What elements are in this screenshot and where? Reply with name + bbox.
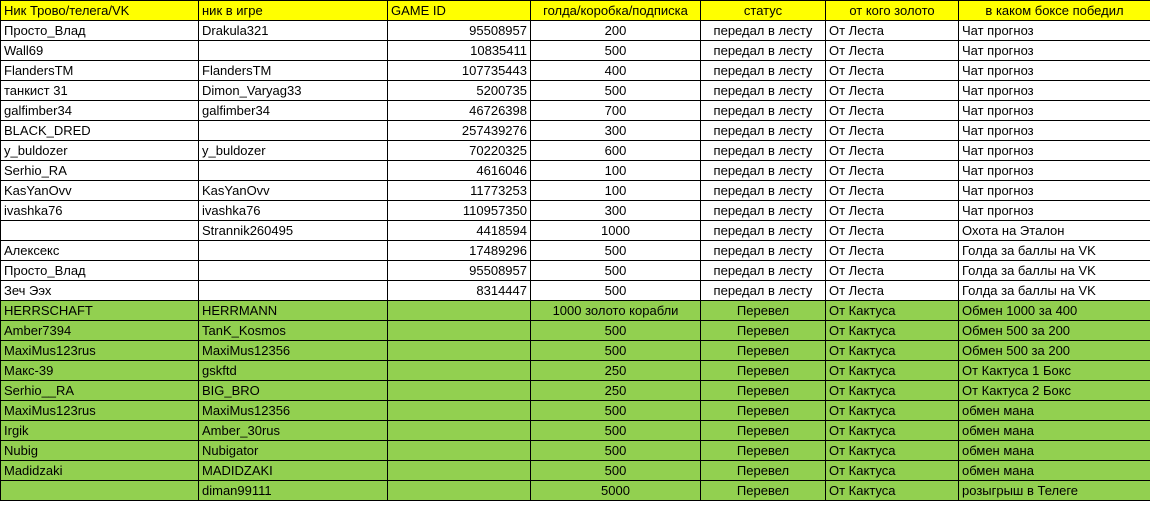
cell-nick[interactable]: MaxiMus12356 (199, 401, 388, 421)
cell-from[interactable]: От Леста (826, 161, 959, 181)
cell-trovo[interactable]: MaxiMus123rus (1, 341, 199, 361)
cell-box[interactable]: Чат прогноз (959, 41, 1150, 61)
cell-box[interactable]: Чат прогноз (959, 181, 1150, 201)
cell-from[interactable]: От Леста (826, 61, 959, 81)
table-row (1, 61, 1150, 81)
cell-trovo[interactable]: Serhio_RA (1, 161, 199, 181)
cell-status[interactable]: передал в лесту (701, 121, 826, 141)
cell-game-id[interactable]: 46726398 (388, 101, 531, 121)
table-row (1, 361, 1150, 381)
cell-status[interactable]: передал в лесту (701, 201, 826, 221)
cell-nick[interactable]: Strannik260495 (199, 221, 388, 241)
cell-box[interactable]: Чат прогноз (959, 101, 1150, 121)
cell-from[interactable]: От Леста (826, 101, 959, 121)
cell-from[interactable]: От Кактуса (826, 401, 959, 421)
cell-box[interactable]: Обмен 500 за 200 (959, 321, 1150, 341)
cell-game-id[interactable]: 107735443 (388, 61, 531, 81)
table-row (1, 181, 1150, 201)
cell-from[interactable]: От Кактуса (826, 301, 959, 321)
cell-from[interactable]: От Леста (826, 41, 959, 61)
cell-gold[interactable]: 500 (531, 461, 701, 481)
cell-box[interactable]: Охота на Эталон (959, 221, 1150, 241)
cell-from[interactable]: От Кактуса (826, 341, 959, 361)
cell-status[interactable]: передал в лесту (701, 241, 826, 261)
table-row (1, 341, 1150, 361)
table-row (1, 241, 1150, 261)
cell-from[interactable]: От Леста (826, 241, 959, 261)
table-row (1, 381, 1150, 401)
cell-game-id[interactable]: 17489296 (388, 241, 531, 261)
cell-status[interactable]: Перевел (701, 481, 826, 501)
cell-game-id[interactable]: 4616046 (388, 161, 531, 181)
cell-game-id[interactable] (388, 381, 531, 401)
table-row (1, 281, 1150, 301)
cell-gold[interactable]: 250 (531, 381, 701, 401)
cell-gold[interactable]: 250 (531, 361, 701, 381)
cell-from[interactable]: От Леста (826, 221, 959, 241)
table-row (1, 441, 1150, 461)
cell-trovo[interactable]: танкист 31 (1, 81, 199, 101)
cell-game-id[interactable]: 10835411 (388, 41, 531, 61)
cell-gold[interactable]: 500 (531, 421, 701, 441)
cell-status[interactable]: Перевел (701, 381, 826, 401)
cell-game-id[interactable]: 11773253 (388, 181, 531, 201)
cell-nick[interactable]: FlandersTM (199, 61, 388, 81)
cell-gold[interactable]: 500 (531, 261, 701, 281)
cell-from[interactable]: От Леста (826, 21, 959, 41)
cell-nick[interactable]: Amber_30rus (199, 421, 388, 441)
cell-nick[interactable] (199, 281, 388, 301)
cell-trovo[interactable]: Макс-39 (1, 361, 199, 381)
cell-status[interactable]: передал в лесту (701, 141, 826, 161)
cell-trovo[interactable]: HERRSCHAFT (1, 301, 199, 321)
table-row (1, 321, 1150, 341)
cell-nick[interactable]: MADIDZAKI (199, 461, 388, 481)
header-status[interactable]: статус (701, 1, 826, 21)
cell-box[interactable]: Голда за баллы на VK (959, 241, 1150, 261)
cell-gold[interactable]: 500 (531, 81, 701, 101)
cell-box[interactable]: Чат прогноз (959, 141, 1150, 161)
cell-box[interactable]: розыгрыш в Телеге (959, 481, 1150, 501)
cell-trovo[interactable]: Madidzaki (1, 461, 199, 481)
cell-status[interactable]: Перевел (701, 301, 826, 321)
cell-gold[interactable]: 300 (531, 201, 701, 221)
cell-status[interactable]: передал в лесту (701, 261, 826, 281)
cell-trovo[interactable]: galfimber34 (1, 101, 199, 121)
header-box[interactable]: в каком боксе победил (959, 1, 1150, 21)
cell-from[interactable]: От Леста (826, 201, 959, 221)
cell-from[interactable]: От Кактуса (826, 381, 959, 401)
cell-nick[interactable]: Drakula321 (199, 21, 388, 41)
cell-gold[interactable]: 600 (531, 141, 701, 161)
cell-trovo[interactable]: KasYanOvv (1, 181, 199, 201)
table-row (1, 21, 1150, 41)
cell-status[interactable]: Перевел (701, 421, 826, 441)
cell-trovo[interactable]: y_buldozer (1, 141, 199, 161)
cell-game-id[interactable]: 95508957 (388, 261, 531, 281)
cell-nick[interactable]: MaxiMus12356 (199, 341, 388, 361)
cell-box[interactable]: От Кактуса 2 Бокс (959, 381, 1150, 401)
cell-status[interactable]: передал в лесту (701, 181, 826, 201)
cell-trovo[interactable]: ivashka76 (1, 201, 199, 221)
cell-from[interactable]: От Кактуса (826, 461, 959, 481)
header-nick[interactable]: ник в игре (199, 1, 388, 21)
cell-game-id[interactable]: 4418594 (388, 221, 531, 241)
cell-status[interactable]: передал в лесту (701, 281, 826, 301)
cell-nick[interactable]: TanK_Kosmos (199, 321, 388, 341)
cell-trovo[interactable] (1, 221, 199, 241)
cell-nick[interactable] (199, 161, 388, 181)
header-gold[interactable]: голда/коробка/подписка (531, 1, 701, 21)
cell-box[interactable]: От Кактуса 1 Бокс (959, 361, 1150, 381)
cell-box[interactable]: Чат прогноз (959, 61, 1150, 81)
cell-from[interactable]: От Леста (826, 141, 959, 161)
cell-gold[interactable]: 500 (531, 281, 701, 301)
table-row (1, 141, 1150, 161)
cell-status[interactable]: передал в лесту (701, 161, 826, 181)
cell-gold[interactable]: 100 (531, 181, 701, 201)
table-row (1, 221, 1150, 241)
cell-nick[interactable]: KasYanOvv (199, 181, 388, 201)
cell-trovo[interactable] (1, 481, 199, 501)
table-row (1, 121, 1150, 141)
cell-gold[interactable]: 500 (531, 341, 701, 361)
cell-nick[interactable]: BIG_BRO (199, 381, 388, 401)
cell-box[interactable]: Чат прогноз (959, 21, 1150, 41)
cell-box[interactable]: Обмен 1000 за 400 (959, 301, 1150, 321)
table-row (1, 421, 1150, 441)
cell-gold[interactable]: 500 (531, 401, 701, 421)
cell-gold[interactable]: 500 (531, 321, 701, 341)
cell-game-id[interactable]: 95508957 (388, 21, 531, 41)
cell-gold[interactable]: 300 (531, 121, 701, 141)
table-row (1, 461, 1150, 481)
cell-status[interactable]: Перевел (701, 441, 826, 461)
cell-gold[interactable]: 400 (531, 61, 701, 81)
cell-from[interactable]: От Леста (826, 81, 959, 101)
cell-nick[interactable]: y_buldozer (199, 141, 388, 161)
cell-nick[interactable]: Dimon_Varyag33 (199, 81, 388, 101)
cell-trovo[interactable]: Irgik (1, 421, 199, 441)
cell-box[interactable]: Чат прогноз (959, 81, 1150, 101)
cell-trovo[interactable]: Serhio__RA (1, 381, 199, 401)
cell-status[interactable]: передал в лесту (701, 41, 826, 61)
cell-status[interactable]: передал в лесту (701, 81, 826, 101)
cell-status[interactable]: Перевел (701, 361, 826, 381)
cell-gold[interactable]: 1000 (531, 221, 701, 241)
cell-from[interactable]: От Кактуса (826, 361, 959, 381)
cell-box[interactable]: Голда за баллы на VK (959, 281, 1150, 301)
cell-game-id[interactable] (388, 481, 531, 501)
cell-from[interactable]: От Леста (826, 281, 959, 301)
cell-nick[interactable] (199, 261, 388, 281)
cell-from[interactable]: От Кактуса (826, 481, 959, 501)
cell-game-id[interactable]: 8314447 (388, 281, 531, 301)
cell-trovo[interactable]: MaxiMus123rus (1, 401, 199, 421)
header-trovo[interactable]: Ник Трово/телега/VK (1, 1, 199, 21)
cell-game-id[interactable] (388, 441, 531, 461)
cell-box[interactable]: обмен мана (959, 441, 1150, 461)
cell-nick[interactable]: gskftd (199, 361, 388, 381)
cell-box[interactable]: обмен мана (959, 401, 1150, 421)
cell-from[interactable]: От Леста (826, 181, 959, 201)
cell-gold[interactable]: 100 (531, 161, 701, 181)
cell-gold[interactable]: 500 (531, 241, 701, 261)
cell-nick[interactable]: Nubigator (199, 441, 388, 461)
cell-game-id[interactable]: 110957350 (388, 201, 531, 221)
table-row (1, 301, 1150, 321)
cell-box[interactable]: Обмен 500 за 200 (959, 341, 1150, 361)
cell-from[interactable]: От Кактуса (826, 441, 959, 461)
cell-trovo[interactable]: Amber7394 (1, 321, 199, 341)
cell-status[interactable]: передал в лесту (701, 21, 826, 41)
cell-nick[interactable]: galfimber34 (199, 101, 388, 121)
cell-trovo[interactable]: Алексекс (1, 241, 199, 261)
cell-from[interactable]: От Леста (826, 261, 959, 281)
cell-gold[interactable]: 500 (531, 441, 701, 461)
cell-game-id[interactable] (388, 361, 531, 381)
header-row (1, 1, 1150, 21)
cell-nick[interactable]: HERRMANN (199, 301, 388, 321)
cell-box[interactable]: Голда за баллы на VK (959, 261, 1150, 281)
cell-trovo[interactable]: Зеч Ээх (1, 281, 199, 301)
cell-game-id[interactable] (388, 321, 531, 341)
cell-trovo[interactable]: Просто_Влад (1, 21, 199, 41)
cell-status[interactable]: Перевел (701, 461, 826, 481)
cell-box[interactable]: Чат прогноз (959, 161, 1150, 181)
cell-game-id[interactable] (388, 461, 531, 481)
table-row (1, 81, 1150, 101)
cell-game-id[interactable]: 257439276 (388, 121, 531, 141)
cell-status[interactable]: передал в лесту (701, 61, 826, 81)
cell-box[interactable]: обмен мана (959, 461, 1150, 481)
cell-game-id[interactable] (388, 341, 531, 361)
table-row (1, 101, 1150, 121)
cell-nick[interactable] (199, 241, 388, 261)
cell-trovo[interactable]: Wall69 (1, 41, 199, 61)
cell-from[interactable]: От Кактуса (826, 321, 959, 341)
cell-box[interactable]: Чат прогноз (959, 201, 1150, 221)
cell-trovo[interactable]: FlandersTM (1, 61, 199, 81)
cell-status[interactable]: Перевел (701, 401, 826, 421)
cell-gold[interactable]: 700 (531, 101, 701, 121)
table-row (1, 261, 1150, 281)
table-row (1, 201, 1150, 221)
cell-status[interactable]: передал в лесту (701, 101, 826, 121)
cell-game-id[interactable] (388, 421, 531, 441)
cell-game-id[interactable] (388, 401, 531, 421)
cell-nick[interactable] (199, 41, 388, 61)
cell-from[interactable]: От Кактуса (826, 421, 959, 441)
cell-trovo[interactable]: Просто_Влад (1, 261, 199, 281)
cell-gold[interactable]: 1000 золото корабли (531, 301, 701, 321)
cell-box[interactable]: Чат прогноз (959, 121, 1150, 141)
header-from[interactable]: от кого золото (826, 1, 959, 21)
cell-game-id[interactable] (388, 301, 531, 321)
table-row (1, 161, 1150, 181)
cell-status[interactable]: Перевел (701, 321, 826, 341)
cell-game-id[interactable]: 70220325 (388, 141, 531, 161)
cell-trovo[interactable]: Nubig (1, 441, 199, 461)
table-row (1, 481, 1150, 501)
cell-trovo[interactable]: BLACK_DRED (1, 121, 199, 141)
table-row (1, 41, 1150, 61)
cell-from[interactable]: От Леста (826, 121, 959, 141)
cell-nick[interactable] (199, 121, 388, 141)
table-row (1, 401, 1150, 421)
cell-status[interactable]: передал в лесту (701, 221, 826, 241)
cell-gold[interactable]: 5000 (531, 481, 701, 501)
cell-status[interactable]: Перевел (701, 341, 826, 361)
cell-box[interactable]: обмен мана (959, 421, 1150, 441)
cell-gold[interactable]: 500 (531, 41, 701, 61)
cell-nick[interactable]: ivashka76 (199, 201, 388, 221)
header-game-id[interactable]: GAME ID (388, 1, 531, 21)
cell-nick[interactable]: diman99111 (199, 481, 388, 501)
cell-gold[interactable]: 200 (531, 21, 701, 41)
cell-game-id[interactable]: 5200735 (388, 81, 531, 101)
